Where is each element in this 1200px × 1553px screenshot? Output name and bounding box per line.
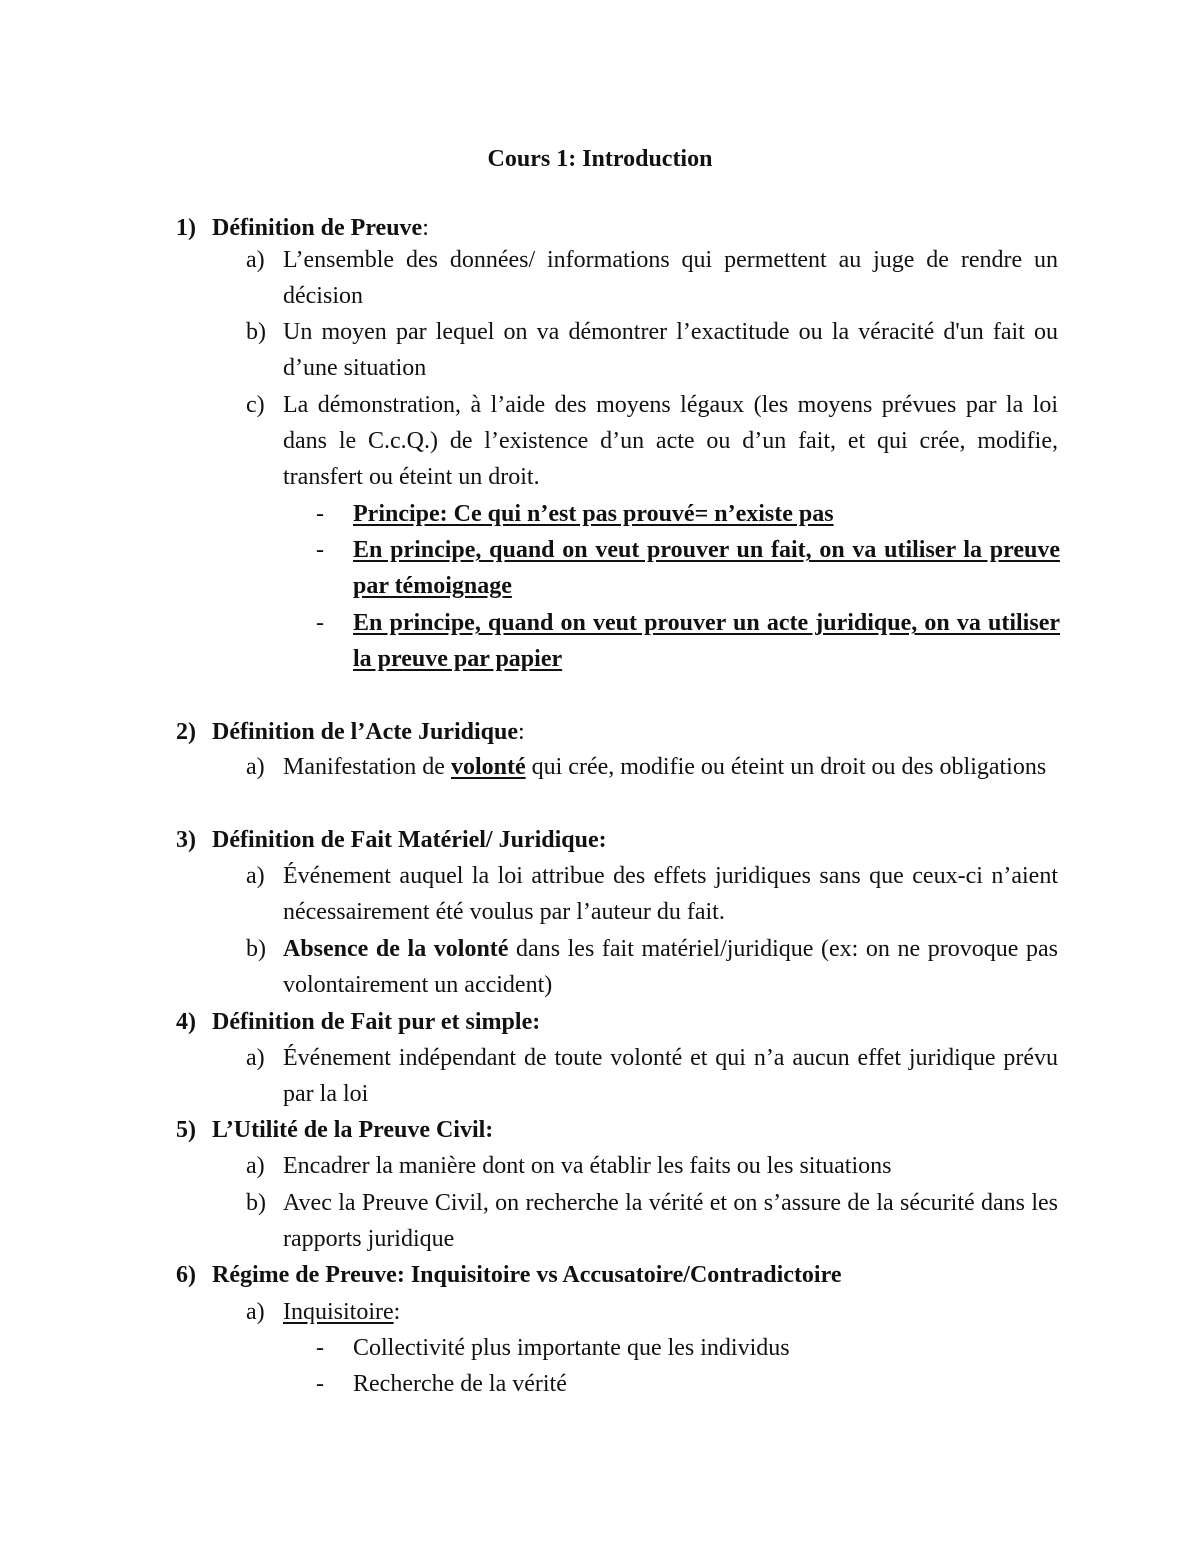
item-label: a) — [246, 247, 265, 273]
section-title: Définition de l’Acte Juridique — [212, 719, 518, 745]
section-title: Définition de Fait Matériel/ Juridique: — [212, 827, 607, 853]
item-label: a) — [246, 1045, 265, 1071]
list-item-5a — [246, 1148, 1058, 1184]
item-text: Événement indépendant de toute volonté et qui n’a aucun effet juridique prévu par la loi — [283, 1045, 1058, 1107]
principle-text: En principe, quand on veut prouver un acte juridique, on va utiliser la preuve par papier — [353, 610, 1060, 672]
section-1-heading — [176, 210, 1056, 246]
principle-text: En principe, quand on veut prouver un fait, on va utiliser la preuve par témoignage — [353, 537, 1060, 599]
section-title: L’Utilité de la Preuve Civil: — [212, 1117, 494, 1143]
inquisitoire-point-1 — [316, 1330, 1060, 1366]
item-label: c) — [246, 392, 265, 418]
item-text — [283, 931, 1058, 1003]
list-item-2a — [246, 749, 1058, 785]
item-label: b) — [246, 936, 266, 962]
section-5-heading — [176, 1112, 1056, 1148]
section-title: Définition de Fait pur et simple: — [212, 1009, 541, 1035]
item-text: Un moyen par lequel on va démontrer l’exactitude ou la véracité d'un fait ou d’une situation — [283, 319, 1058, 381]
section-3-heading — [176, 822, 1056, 858]
item-label: a) — [246, 1153, 265, 1179]
inquisitoire-point-2 — [316, 1366, 1060, 1402]
section-title: Régime de Preuve: Inquisitoire vs Accusatoire/Contradictoire — [212, 1262, 842, 1288]
item-label: b) — [246, 319, 266, 345]
item-text: La démonstration, à l’aide des moyens légaux (les moyens prévues par la loi dans le C.c.Q.) de l’existence d’un acte ou d’un fait, et qui crée, modifie, transfert ou éteint un droit. — [283, 392, 1058, 490]
section-number: 1) — [176, 215, 196, 241]
item-text: Encadrer la manière dont on va établir les faits ou les situations — [283, 1153, 892, 1179]
principle-text: Principe: Ce qui n’est pas prouvé= n’existe pas — [353, 501, 834, 527]
section-4-heading — [176, 1004, 1056, 1040]
text-part: : — [393, 1299, 401, 1325]
principle-1 — [316, 496, 1060, 532]
dash-bullet: - — [316, 1371, 324, 1397]
item-text — [283, 1294, 1058, 1330]
section-number: 4) — [176, 1009, 196, 1035]
principle-2 — [316, 532, 1060, 604]
dash-bullet: - — [316, 501, 324, 527]
keyword-absence: Absence de la volonté — [283, 936, 509, 962]
list-item-1b — [246, 314, 1058, 386]
item-label: b) — [246, 1190, 266, 1216]
item-text: Événement auquel la loi attribue des effets juridiques sans que ceux-ci n’aient nécessairement été voulus par l’auteur du fait. — [283, 863, 1058, 925]
point-text: Collectivité plus importante que les individus — [353, 1335, 790, 1361]
keyword-volonte: volonté — [450, 754, 526, 780]
page-title: Cours 1: Introduction — [487, 146, 713, 172]
list-item-1c — [246, 387, 1058, 495]
item-text — [283, 749, 1058, 785]
keyword-inquisitoire: Inquisitoire — [283, 1299, 394, 1325]
item-label: a) — [246, 754, 265, 780]
list-item-3a — [246, 858, 1058, 930]
point-text: Recherche de la vérité — [353, 1371, 567, 1397]
list-item-5b — [246, 1185, 1058, 1257]
text-part: qui crée, modifie ou éteint un droit ou des obligations — [525, 754, 1047, 780]
text-part: Manifestation de — [283, 754, 451, 780]
item-text: Avec la Preuve Civil, on recherche la vérité et on s’assure de la sécurité dans les rapports juridique — [283, 1190, 1058, 1252]
list-item-1a — [246, 242, 1058, 314]
section-number: 5) — [176, 1117, 196, 1143]
text-part: dans les fait matériel/juridique (ex: on ne provoque pas volontairement un accident) — [283, 936, 1059, 998]
section-title: Définition de Preuve — [212, 215, 423, 241]
dash-bullet: - — [316, 537, 324, 563]
principle-3 — [316, 605, 1060, 677]
section-colon: : — [422, 215, 429, 241]
item-label: a) — [246, 863, 265, 889]
item-label: a) — [246, 1299, 265, 1325]
list-item-4a — [246, 1040, 1058, 1112]
section-number: 6) — [176, 1262, 196, 1288]
section-6-heading — [176, 1257, 1056, 1293]
dash-bullet: - — [316, 610, 324, 636]
item-text: L’ensemble des données/ informations qui permettent au juge de rendre un décision — [283, 247, 1058, 309]
section-number: 3) — [176, 827, 196, 853]
list-item-3b — [246, 931, 1058, 1003]
section-number: 2) — [176, 719, 196, 745]
list-item-6a — [246, 1294, 1058, 1330]
section-2-heading — [176, 714, 1056, 750]
dash-bullet: - — [316, 1335, 324, 1361]
section-colon: : — [518, 719, 525, 745]
